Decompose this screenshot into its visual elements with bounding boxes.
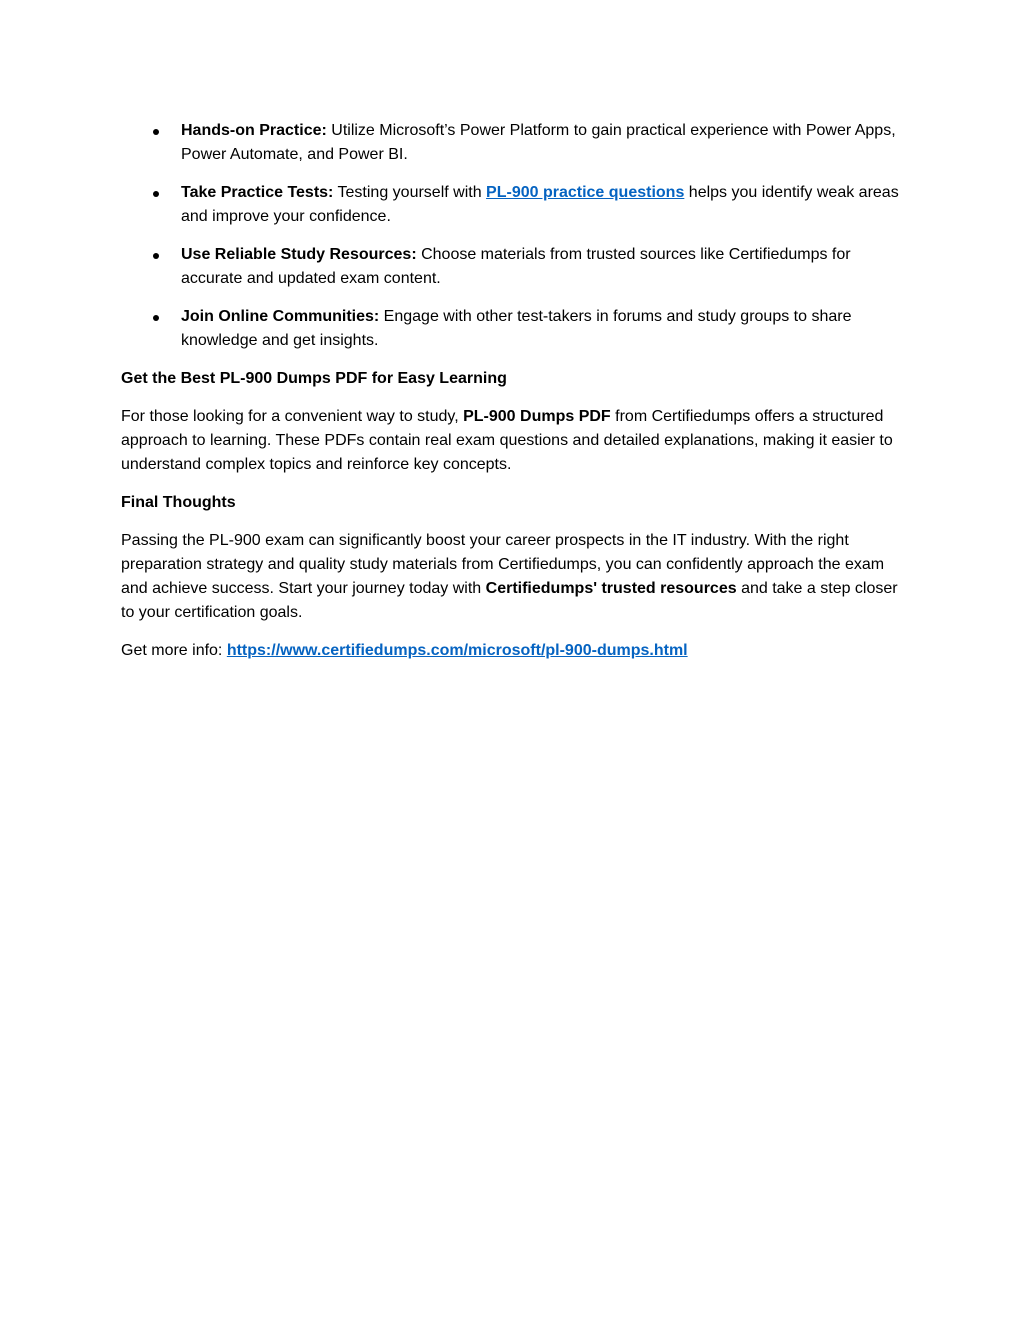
more-info-link[interactable]: https://www.certifiedumps.com/microsoft/pl-900-dumps.html (226, 642, 688, 660)
list-item (121, 243, 911, 292)
section-heading-final: Final Thoughts (121, 493, 236, 511)
bullet-text: Choose materials from trusted sources like Certifiedumps for accurate and updated exam content. (181, 245, 851, 288)
bullet-text: Testing yourself with (333, 183, 487, 201)
bullet-label: Take Practice Tests: (181, 183, 334, 201)
list-item (121, 305, 911, 354)
more-info-label: Get more info: (121, 642, 227, 660)
bullet-icon (153, 253, 159, 259)
section-paragraph-final: Passing the PL-900 exam can significantly boost your career prospects in the IT industry. With the right preparation strategy and quality study materials from Certifiedumps, you can confidently approach the exam and achieve success. Start your journey today with Certifiedumps' trusted resources and take a step closer to your certification goals. (121, 531, 898, 622)
bullet-label: Use Reliable Study Resources: (181, 245, 417, 263)
list-item (121, 181, 911, 230)
section-paragraph-pdf: For those looking for a convenient way to study, PL-900 Dumps PDF from Certifiedumps offers a structured approach to learning. These PDFs contain real exam questions and detailed explanations, making it easier to understand complex topics and reinforce key concepts. (121, 407, 893, 474)
document-page (121, 119, 911, 677)
practice-questions-link[interactable]: PL-900 practice questions (486, 183, 685, 201)
bullet-text: helps you identify weak areas and improve your confidence. (181, 183, 899, 226)
bullet-icon (153, 315, 159, 321)
tips-list (121, 119, 911, 354)
bullet-text: Utilize Microsoft’s Power Platform to gain practical experience with Power Apps, Power Automate, and Power BI. (181, 122, 896, 164)
more-info-line (121, 639, 911, 663)
bullet-label: Hands-on Practice: (181, 122, 327, 139)
trusted-resources-bold: Certifiedumps' trusted resources (485, 580, 737, 598)
bullet-icon (153, 129, 159, 135)
bullet-icon (153, 191, 159, 197)
dumps-pdf-bold: PL-900 Dumps PDF (463, 407, 611, 425)
bullet-label: Join Online Communities: (181, 307, 380, 325)
list-item (121, 119, 911, 168)
section-heading-pdf: Get the Best PL-900 Dumps PDF for Easy Learning (121, 369, 507, 387)
bullet-text: Engage with other test-takers in forums and study groups to share knowledge and get insights. (181, 307, 852, 350)
